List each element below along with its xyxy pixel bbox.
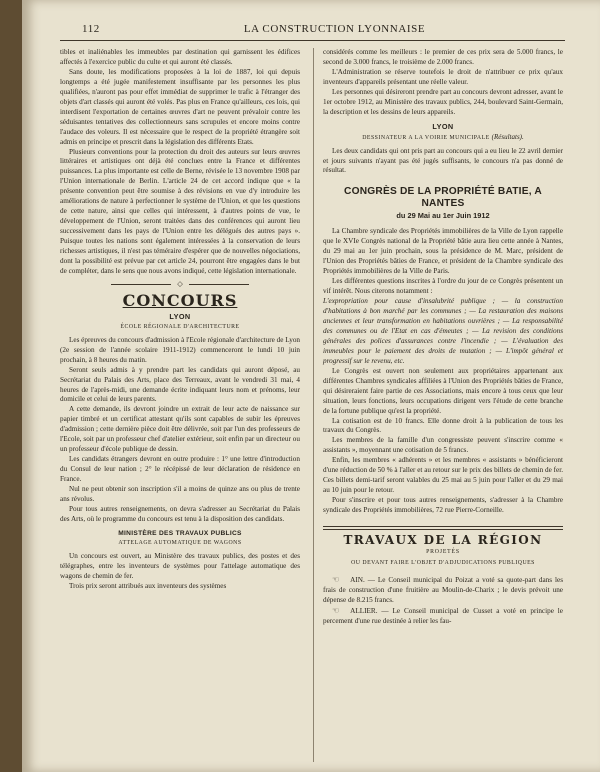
paragraph: Les épreuves du concours d'admission à l'Ecole régionale d'architecture de Lyon (2e session de l'année scolaire 1911-1912) commenceront le lundi 10 juin prochain, à 8 heures du matin.: [60, 335, 301, 364]
paragraph-questions: L'expropriation pour cause d'insalubrité publique ; — la construction d'habitations à bon marché par les communes ; — La restauration des maisons anciennes et leur transformation en habitations ouvrières ; — La responsabilité des communes ou de l'Etat en cas d'émeutes ; — La revision des conditions générales des polices d'assurances contre l'incendie ; — L'évaluation des immeubles pour le paiement des droits de mutation ; — L'impôt général et progressif sur le revenu, etc.: [323, 297, 563, 365]
section-heading-travaux: TRAVAUX DE LA RÉGION: [343, 533, 543, 548]
section-rule: [323, 526, 563, 530]
resultats-label: (Résultats).: [491, 132, 524, 141]
paragraph: tibles et inaliénables les immeubles par destination qui garnissent les édifices affectés à l'exercice public du culte et qui auront été classés.: [60, 48, 300, 66]
section-heading-concours: CONCOURS: [122, 290, 238, 310]
paragraph: [323, 575, 563, 606]
column-divider: [313, 48, 314, 762]
section-ornament: ◇: [60, 280, 300, 290]
subheading-lyon: LYON: [169, 311, 191, 321]
paragraph: A cette demande, ils devront joindre un extrait de leur acte de naissance sur papier timbré et un certificat attestant qu'ils sont capables de subir les épreuves d'admission ; cette dernière pièce doit être délivrée, soit par l'un des professeurs de l'Ecole, soit par un professeur chef d'atelier extérieur, soit enfin par un directeur ou un professeur d'école publique de dessin.: [60, 405, 300, 454]
journal-title: LA CONSTRUCTION LYONNAISE: [243, 23, 426, 35]
paragraph: Le Congrès est ouvert non seulement aux propriétaires appartenant aux différentes Chambres syndicales affiliées à l'Union des Propriétés bâties de France, qui désireraient faire partie de ces Associations, mais encore à tous ceux que leur situation, leurs fonctions, leurs occupations dirigent vers l'étude de cette branche de la fortune publique qu'est la propriété.: [323, 366, 563, 415]
paragraph: La cotisation est de 10 francs. Elle donne droit à la publication de tous les travaux du Congrès.: [323, 416, 563, 435]
dessinateur-label: DESSINATEUR A LA VOIRIE MUNICIPALE: [362, 134, 490, 141]
paragraph: La Chambre syndicale des Propriétés immobilières de la Ville de Lyon rappelle que le XVIe Congrès national de la Propriété bâtie aura lieu cette année à Nantes, du 29 mai au 1er juin prochain, sous la présidence de M. Marc, président de l'Union des Propriétés bâties de France, et président de la Chambre syndicale des Propriétés immobilières de la Ville de Paris.: [323, 227, 563, 276]
paragraph: Seront seuls admis à y prendre part les candidats qui auront déposé, au Secrétariat du Palais des Arts, place des Terreaux, avant le vendredi 31 mai, 4 heures de l'après-midi, une demande écrite indiquant leurs nom et prénoms, leur domicile et celui de leurs parents.: [60, 365, 300, 404]
congres-date: du 29 Mai au 1er Juin 1912: [396, 211, 490, 221]
paragraph: Sans doute, les modifications proposées à la loi de 1887, loi qui depuis longtemps a été jugée manifestement insuffisante par les personnes les plus qualifiées, n'auront pas pour effet immédiat de supprimer le trafic à l'étranger des objets d'art classés qui auront été volés. Pas plus en France qu'ailleurs, ces lois, qui interdisent l'exportation de certaines œuvres d'art ne peuvent prévaloir contre les séduisantes tentatives des collectionneurs sans scrupules et encore moins contre l'audace des voleurs. Il est nécessaire que le respect de la propriété étrangère soit admis en principe et prescrit dans la législation des différents Etats.: [60, 67, 300, 146]
paragraph-ain: AIN. — Le Conseil municipal du Poizat a voté sa quote-part dans les frais de construction d'une fruitière au Moulin-de-Charix ; le devis prévoit une dépense de 8.215 francs.: [323, 575, 563, 604]
heading-congres: CONGRÈS DE LA PROPRIÉTÉ BATIE, A NANTES: [344, 186, 542, 210]
paragraph: Les personnes qui désireront prendre part au concours devront adresser, avant le 1er octobre 1912, au Ministère des travaux publics, 244, boulevard Saint-Germain, la description et les dessins de leurs appareils.: [323, 87, 563, 116]
paragraph: considérés comme les meilleurs : le premier de ces prix sera de 5.000 francs, le second de 3.000 francs, le troisième de 2.000 francs.: [323, 48, 563, 66]
subheading-projetes: PROJETÉS: [426, 548, 460, 555]
paragraph: Les membres de la famille d'un congressiste peuvent s'inscrire comme « assistants », moyennant une cotisation de 5 francs.: [323, 436, 563, 455]
paragraph: Pour tous autres renseignements, on devra s'adresser au Secrétariat du Palais des Arts, où le programme du concours est tenu à la disposition des candidats.: [60, 504, 300, 523]
paragraph-allier: ALLIER. — Le Conseil municipal de Cusset a voté en principe le percement d'une rue destinée à relier les fau-: [323, 606, 563, 625]
page-number: 112: [82, 23, 100, 35]
paragraph: Les candidats étrangers devront en outre produire : 1° une lettre d'introduction du Consul de leur nation ; 2° le récépissé de leur déclaration de résidence en France.: [60, 455, 300, 484]
left-column: [60, 48, 300, 592]
paragraph: Trois prix seront attribués aux inventeurs des systèmes: [69, 581, 227, 590]
subheading-attelage: ATTELAGE AUTOMATIQUE DE WAGONS: [118, 539, 242, 546]
subheading-dessinateur: [323, 133, 563, 144]
paragraph: Nul ne peut obtenir son inscription s'il a moins de quinze ans ou plus de trente ans révolus.: [60, 485, 300, 503]
subheading-adjudications: OU DEVANT FAIRE L'OBJET D'ADJUDICATIONS PUBLIQUES: [351, 559, 535, 566]
subheading-lyon: LYON: [432, 121, 454, 131]
paragraph: Les deux candidats qui ont pris part au concours qui a eu lieu le 22 avril dernier et jours suivants n'ayant pas été jugés suffisants, le concours n'a pas donné de résultat.: [323, 146, 563, 175]
paragraph: Plusieurs conventions pour la protection du droit des auteurs sur leurs œuvres littéraires et artistiques ont déjà été conclues entre la France et différentes puissances. La plus importante est celle de Berne, révisée le 13 novembre 1908 par l'Union internationale de Berlin. L'article 24 de cet accord indique que « la présente convention peut être soumise à des révisions en vue d'y introduire les améliorations de nature à perfectionner le système de l'Union, et que les questions de cette nature, ainsi que celles qui intéressent, à d'autres points de vue, le développement de l'Union, seront traitées dans des conférences qui auront lieu successivement dans les pays de l'Union entre les délégués des autres pays ». Puisque toutes les nations sont également intéressées à la conservation de leurs richesses artistiques, il n'est pas téméraire d'espérer que de nouvelles négociations, dont la possibilité est prévue par cet article 24, pourront être engagées dans le but de compléter, dans le sens que nous avons indiqué, cette législation internationale.: [60, 147, 300, 275]
pointing-hand-icon: ☞: [332, 574, 340, 584]
right-column: [323, 48, 563, 627]
paragraph: Les différentes questions inscrites à l'ordre du jour de ce Congrès présentent un vif intérêt. Nous citerons notamment :: [323, 277, 563, 296]
paragraph: Un concours est ouvert, au Ministère des travaux publics, des postes et des télégraphes, entre les inventeurs de systèmes pour l'attelage automatique des wagons de chemin de fer.: [60, 551, 300, 580]
paragraph: [323, 606, 563, 627]
paragraph: L'Administration se réserve toutefois le droit de n'attribuer ce prix qu'aux inventeurs d'appareils présentant une réelle valeur.: [323, 67, 563, 86]
pointing-hand-icon: ☞: [332, 605, 340, 615]
subheading-ecole: ÉCOLE RÉGIONALE D'ARCHITECTURE: [120, 323, 240, 330]
paragraph: Enfin, les membres « adhérents » et les membres « assistants » bénéficieront d'une réduction de 50 % à l'aller et au retour sur le prix des billets de chemin de fer. Ces billets demi-tarif seront valables du 25 mai au 5 juin pour l'aller et du 29 mai au 10 juin pour le retour.: [323, 456, 563, 495]
subheading-ministere: MINISTÈRE DES TRAVAUX PUBLICS: [118, 529, 242, 537]
running-header: [82, 23, 587, 39]
paragraph: Pour s'inscrire et pour tous autres renseignements, s'adresser à la Chambre syndicale des Propriétés immobilières, 72 rue Pierre-Corneille.: [323, 496, 563, 515]
header-rule: [60, 40, 565, 41]
